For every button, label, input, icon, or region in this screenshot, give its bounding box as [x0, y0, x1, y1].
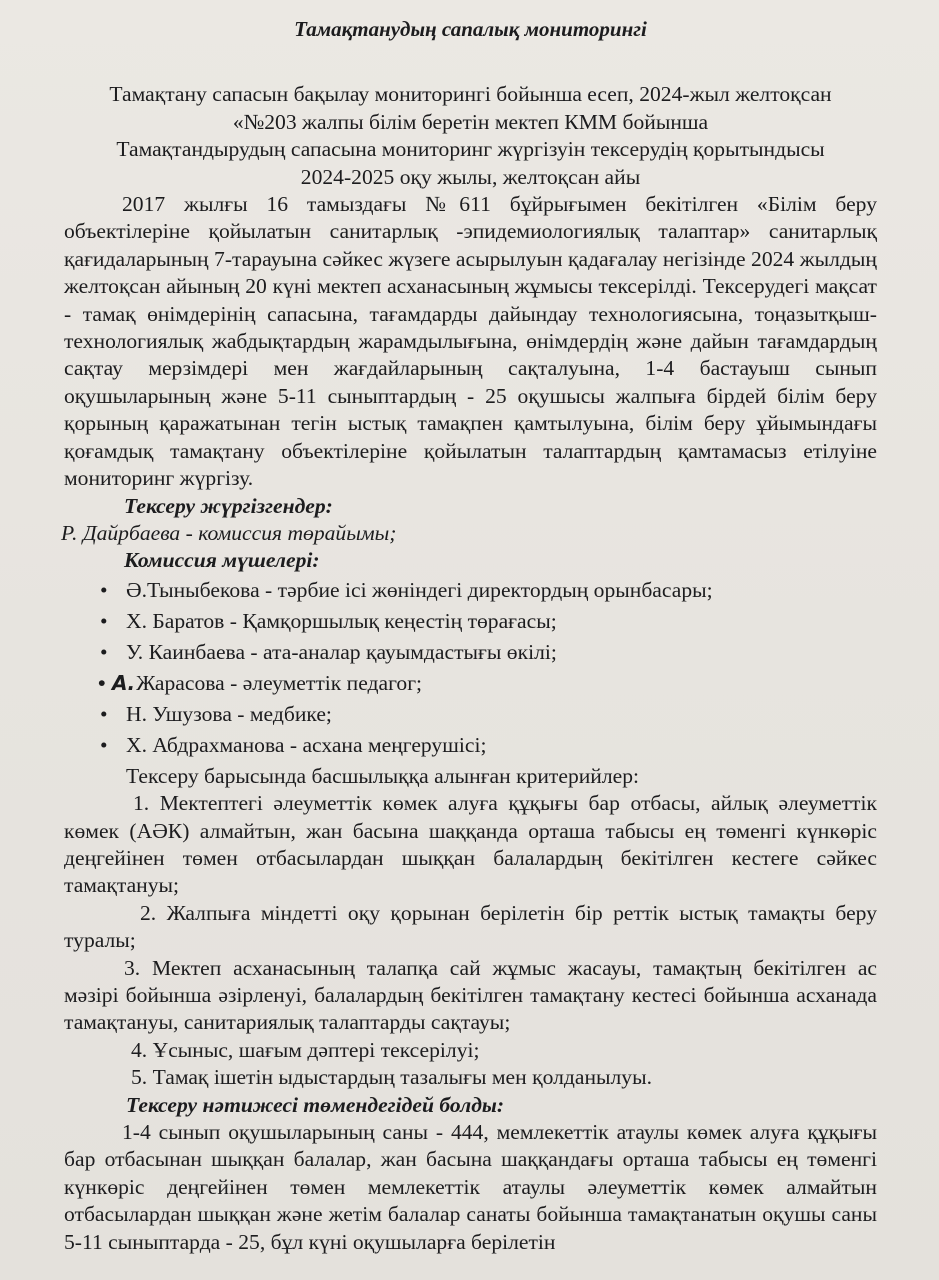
member-item — [64, 670, 877, 697]
criterion-item: 2. Жалпыға міндетті оқу қорынан берілетін бір реттік ыстық тамақты беру туралы; — [64, 900, 877, 953]
members-heading: Комиссия мүшелері: — [124, 548, 320, 573]
member-text: Ә.Тыныбекова - тәрбие ісі жөніндегі директордың орынбасары; — [126, 577, 713, 602]
criterion-item: 5. Тамақ ішетін ыдыстардың тазалығы мен қолданылуы. — [131, 1065, 652, 1090]
commission-chair: Р. Дайрбаева - комиссия төрайымы; — [61, 520, 397, 545]
inspectors-heading: Тексеру жүргізгендер: — [124, 493, 333, 518]
member-text-wrap — [112, 671, 422, 695]
member-item — [64, 701, 877, 728]
header-line-3: Тамақтандырудың сапасына мониторинг жүргізуін тексерудің қорытындысы — [116, 137, 825, 162]
bullet-icon: • — [100, 701, 108, 726]
bullet-icon: • — [98, 670, 106, 695]
results-paragraph: 1-4 сынып оқушыларының саны - 444, мемлекеттік атаулы көмек алуға құқығы бар отбасынан шыққан балалар, жан басына шаққандағы орташа табысы ең төменгі күнкөріс деңгейінен төмен мемлекеттік атаулы әлеуметтік көмек алмайтын отбасылардан шыққан және жетім балалар санаты бойынша тамақтанатын оқушы саны 5-11 сыныптарда - 25, бұл күні оқушыларға берілетін — [64, 1120, 877, 1254]
member-item — [64, 608, 877, 635]
member-text: Жарасова - әлеуметтік педагог; — [136, 670, 423, 695]
bullet-icon: • — [100, 732, 108, 757]
document-title: Тамақтанудың сапалық мониторингі — [294, 17, 647, 41]
header-line-1: Тамақтану сапасын бақылау мониторингі бойынша есеп, 2024-жыл желтоқсан — [109, 82, 832, 107]
criterion-item: 1. Мектептегі әлеуметтік көмек алуға құқығы бар отбасы, айлық әлеуметтік көмек (АӘК) алмайтын, жан басына шаққанда орташа табысы ең төменгі күнкөріс деңгейінен төмен отбасылардан шыққан балалардың бекітілген кестеге сәйкес тамақтануы; — [64, 791, 877, 898]
results-heading: Тексеру нәтижесі төмендегідей болды: — [126, 1092, 505, 1117]
criterion-item: 4. Ұсыныс, шағым дәптері тексерілуі; — [131, 1037, 480, 1062]
member-item — [64, 639, 877, 666]
member-text: Н. Ушузова - медбике; — [126, 701, 332, 726]
bullet-icon: • — [100, 608, 108, 633]
member-text: Х. Абдрахманова - асхана меңгерушісі; — [126, 732, 487, 757]
member-text: Х. Баратов - Қамқоршылық кеңестің төрағасы; — [126, 608, 557, 633]
report-header — [64, 81, 877, 191]
criteria-heading: Тексеру барысында басшылыққа алынған критерийлер: — [126, 763, 640, 788]
member-item — [64, 577, 877, 604]
intro-paragraph: 2017 жылғы 16 тамыздағы №611 бұйрығымен бекітілген «Білім беру объектілеріне қойылатын санитарлық -эпидемиологиялық талаптар» санитарлық қағидаларының 7-тарауына сәйкес жүзеге асырылуын қадағалау негізінде 2024 жылдың желтоқсан айының 20 күні мектеп асханасының жұмысы тексерілді. Тексерудегі мақсат - тамақ өнімдерінің сапасына, тағамдарды дайындау технологиясына, тоңазытқыш-технологиялық жабдықтардың жарамдылығына, өнімдердің және дайын тағамдардың сақтау мерзімдері мен жағдайларының сақталуына, 1-4 бастауыш сынып оқушыларының және 5-11 сыныптардың - 25 оқушысы жалпыға бірдей білім беру қорының қаражатынан тегін ыстық тамақпен қамтылуына, білім беру ұйымындағы қоғамдық тамақтану объектілеріне қойылатын талаптардың қамтамасыз етілуіне мониторинг жүргізу. — [64, 192, 877, 491]
header-line-2: «№203 жалпы білім беретін мектеп КММ бойынша — [232, 109, 709, 134]
member-text: У. Каинбаева - ата-аналар қауымдастығы өкілі; — [126, 639, 557, 664]
handwritten-initial: А. — [112, 670, 136, 695]
header-line-4: 2024-2025 оқу жылы, желтоқсан айы — [300, 164, 641, 189]
bullet-icon: • — [100, 639, 108, 664]
member-item — [64, 732, 877, 759]
members-list — [64, 577, 877, 759]
bullet-icon: • — [100, 577, 108, 602]
criterion-item: 3. Мектеп асханасының талапқа сай жұмыс жасауы, тамақтың бекітілген ас мәзірі бойынша әзірленуі, балалардың бекітілген тамақтану кестесі бойынша асханада тамақтануы, санитариялық талаптарды сақтауы; — [64, 955, 877, 1035]
